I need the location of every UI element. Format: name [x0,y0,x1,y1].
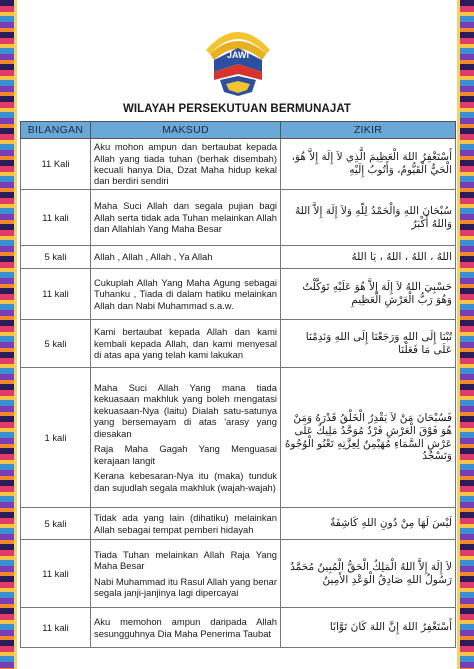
column-header-zikir: ZIKIR [281,122,456,139]
zikir-arabic: لَيْسَ لَهَا مِنْ دُونِ اللهِ كَاشِفَةٌ [281,508,456,540]
repetition-count: 11 kali [21,190,91,246]
table-row [21,139,456,190]
page-title: WILAYAH PERSEKUTUAN BERMUNAJAT [122,103,352,115]
meaning-text: Maha Suci Allah dan segala pujian bagi Allah serta tidak ada Tuhan melainkan Allah dan Allahlah Yang Maha Besar [94,200,277,235]
meaning-text: Allah , Allah , Allah , Ya Allah [94,251,213,263]
meaning-text: Aku memohon ampun daripada Allah sesungguhnya Dia Maha Penerima Taubat [94,616,277,639]
decorative-border-right [460,0,474,669]
meaning-cell [91,320,281,368]
table-row [21,608,456,648]
decorative-border-left-inner [14,0,17,669]
table-row [21,508,456,540]
meaning-cell [91,368,281,508]
repetition-count: 11 kali [21,269,91,320]
meaning-cell [91,540,281,608]
meaning-text: Tiada Tuhan melainkan Allah Raja Yang Maha Besar [94,548,277,572]
repetition-count: 1 kali [21,368,91,508]
column-header-count: BILANGAN [21,122,91,139]
repetition-count: 11 kali [21,608,91,648]
zikir-arabic: فَسُبْحَانَ مَنْ لاَ يَقْدِرُ الْخَلْقُ قَدْرَهُ وَمَنْ هُوَ فَوْقَ الْعَرْشِ فَرْدٌ مُوَحَّدُ مَلِيكٌ عَلَى عَرْشِ السَّمَاءِ مُهَيْمِنٌ لِعِزَّتِهِ تَعْنُو الْوُجُوهُ وَتَسْجُدُ [281,368,456,508]
zikir-arabic: حَسْبِيَ اللهُ لاَ إِلَهَ إِلاَّ هُوَ عَلَيْهِ تَوَكَّلْتُ وَهُوَ رَبُّ الْعَرْشِ الْعَظِيمِ [281,269,456,320]
meaning-cell [91,246,281,269]
meaning-text: Nabi Muhammad itu Rasul Allah yang benar segala janji-janjinya lagi dipercayai [94,575,277,598]
table-row [21,368,456,508]
meaning-text: Tidak ada yang lain (dihatiku) melainkan Allah sebagai tempat pemberi hidayah [94,512,277,535]
repetition-count: 5 kali [21,246,91,269]
table-header-row [21,122,456,139]
table-row [21,320,456,368]
meaning-text: Kerana kebesaran-Nya itu (maka) tunduk dan sujudlah segala makhluk (wajah-wajah) [94,470,277,493]
decorative-border-right-inner [457,0,460,669]
repetition-count: 5 kali [21,508,91,540]
meaning-cell [91,269,281,320]
meaning-cell [91,190,281,246]
meaning-text: Aku mohon ampun dan bertaubat kepada Allah yang tiada tuhan (berhak disembah) kecuali hanya Dia, Dzat Maha hidup kekal dan berdiri sendiri [94,141,277,187]
logo-text: JAWI [226,50,250,60]
zikir-arabic: سُبْحَانَ اللهِ وَالْحَمْدُ لِلّهِ وَلاَ إِلَهَ إِلاَّ اللهُ وَاللهُ أَكْبَرُ [281,190,456,246]
zikir-arabic: أَسْتَغْفِرُ اللهَ الْعَظِيمَ الَّذِي لاَ إِلَهَ إِلاَّ هُوَ، الْحَيُّ الْقَيُّومُ، وَأَتُوبُ إِلَيْهِ [281,139,456,190]
table-row [21,540,456,608]
zikir-arabic: لاَ إِلَهَ إِلاَّ اللهُ الْمَلِكُ الْحَقُّ الْمُبِينُ مُحَمَّدٌ رَسُولُ اللهِ صَادِقُ الْوَعْدِ الأَمِينُ [281,540,456,608]
meaning-text: Cukuplah Allah Yang Maha Agung sebagai Tuhanku , Tiada di dalam hatiku melainkan Allah dan Nabi Muhammad s.a.w. [94,276,277,311]
table-row [21,190,456,246]
meaning-cell [91,508,281,540]
meaning-cell [91,139,281,190]
decorative-border-left [0,0,14,669]
meaning-text: Kami bertaubat kepada Allah dan kami kembali kepada Allah, dan kami menyesal di atas apa yang telah kami lakukan [94,326,277,361]
table-row [21,269,456,320]
repetition-count: 11 Kali [21,139,91,190]
repetition-count: 5 kali [21,320,91,368]
jawi-logo [200,20,276,98]
zikir-arabic: اللهُ ، اللهُ ، اللهُ ، يَا اللهُ [281,246,456,269]
zikir-arabic: أَسْتَغْفِرُ اللهَ إِنَّ اللهَ كَانَ تَوَّابًا [281,608,456,648]
meaning-cell [91,608,281,648]
repetition-count: 11 kali [21,540,91,608]
meaning-text: Maha Suci Allah Yang mana tiada kekuasaan makhluk yang boleh mengatasi kekuasaan-Nya (laitu) Dialah satu-satunya yang bersemayam di atas 'arasy yang diesakan [94,381,277,439]
zikir-table [20,121,456,648]
table-row [21,246,456,269]
meaning-text: Raja Maha Gagah Yang Menguasai kerajaan langit [94,443,277,466]
column-header-meaning: MAKSUD [91,122,281,139]
zikir-arabic: تُبْنَا إِلَى اللهِ وَرَجَعْنَا إِلَى اللهِ وَنَدِمْنَا عَلَى مَا فَعَلْنَا [281,320,456,368]
